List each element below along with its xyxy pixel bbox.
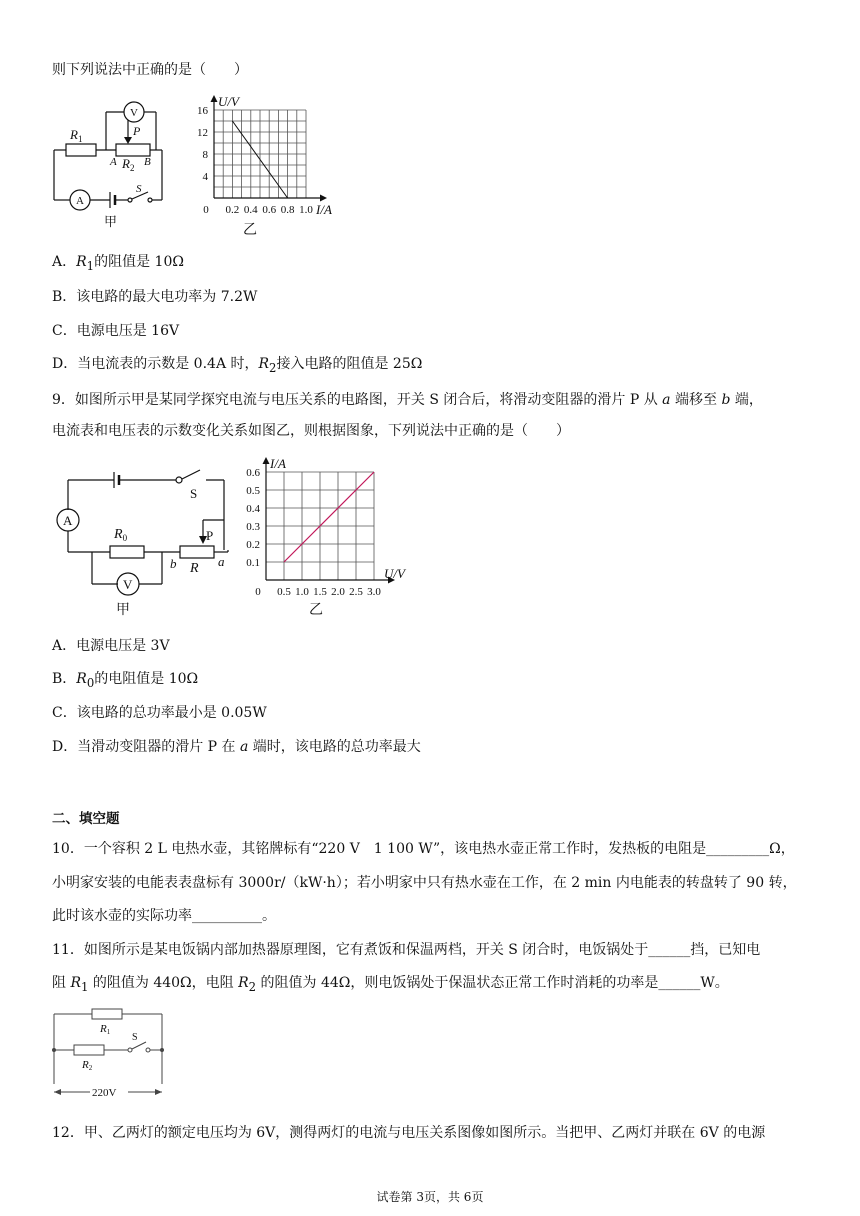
y-tick-label: 4 <box>202 171 208 183</box>
y-axis-arrow <box>263 457 270 464</box>
q9-stem-line1: 9．如图所示甲是某同学探究电流与电压关系的电路图，开关 S 闭合后，将滑动变阻器的滑片 P 从 a 端移至 b 端， <box>52 392 763 408</box>
q11-s-label: S <box>132 1032 138 1043</box>
q9-option-a: A．电源电压是 3V <box>52 638 170 654</box>
q8-s-label: S <box>136 183 142 195</box>
q9-graph-yi <box>236 452 416 620</box>
q9-option-b: B．$R_0$的电阻值是 10Ω <box>52 671 199 690</box>
q9-voltmeter-label: V <box>123 577 133 592</box>
q9-jia-caption: 甲 <box>116 603 130 618</box>
q9-ammeter-label: A <box>63 513 73 528</box>
q8-b-label: B <box>144 156 151 168</box>
x-tick-label: 2.0 <box>331 586 345 598</box>
x-tick-label: 0.5 <box>277 586 291 598</box>
q8-intro: 则下列说法中正确的是（ ） <box>52 62 248 78</box>
data-line <box>284 472 374 562</box>
q8-a-label: A <box>110 156 117 168</box>
x-tick-label: 1.0 <box>299 204 313 216</box>
q8-p-label: P <box>133 124 141 138</box>
q8-r1-label: $R_1$ <box>70 127 83 144</box>
origin-label: 0 <box>255 586 261 598</box>
y-tick-label: 8 <box>202 149 208 161</box>
q11-circuit <box>44 1004 174 1104</box>
y-axis-arrow <box>211 95 218 102</box>
q8-option-c: C．电源电压是 16V <box>52 323 180 339</box>
page-footer: 试卷第 3页，共 6页 <box>376 1190 484 1204</box>
y-tick-label: 0.1 <box>246 557 260 569</box>
x-tick-label: 1.5 <box>313 586 327 598</box>
q8-option-a: A．$R_1$的阻值是 10Ω <box>52 254 184 273</box>
q9-option-c: C．该电路的总功率最小是 0.05W <box>52 705 267 721</box>
q10-line2: 小明家安装的电能表表盘标有 3000r/（kW·h）；若小明家中只有热水壶在工作，在 2 min 内电能表的转盘转了 90 转， <box>52 875 797 891</box>
q8-option-d: D．当电流表的示数是 0.4A 时，$R_2$接入电路的阻值是 25Ω <box>52 356 423 375</box>
q11-line1: 11．如图所示是某电饭锅内部加热器原理图，它有煮饭和保温两档，开关 S 闭合时，电饭锅处于______挡，已知电 <box>52 942 761 958</box>
origin-label: 0 <box>203 204 209 216</box>
q10-line1: 10．一个容积 2 L 电热水壶，其铭牌标有“220 V 1 100 W”，该电热水壶正常工作时，发热板的电阻是_________Ω， <box>52 841 795 857</box>
q8-circuit-jia <box>40 92 180 232</box>
q9-s-label: S <box>190 486 198 501</box>
q9-option-d: D．当滑动变阻器的滑片 P 在 a 端时，该电路的总功率最大 <box>52 739 421 755</box>
x-axis-arrow <box>320 195 327 202</box>
q12-line1: 12．甲、乙两灯的额定电压均为 6V，测得两灯的电流与电压关系图像如图所示。当把甲、乙两灯并联在 6V 的电源 <box>52 1125 766 1141</box>
y-tick-label: 0.5 <box>246 485 260 497</box>
x-tick-label: 0.6 <box>262 204 277 216</box>
q9-a-label: a <box>218 554 225 569</box>
q8-jia-caption: 甲 <box>104 214 118 229</box>
x-tick-label: 0.4 <box>243 204 258 216</box>
y-tick-label: 16 <box>197 105 208 117</box>
x-tick-label: 0.2 <box>225 204 240 216</box>
q9-r-label: R <box>190 561 199 576</box>
q11-r2-label: R2 <box>82 1059 93 1072</box>
q10-line3: 此时该水壶的实际功率__________。 <box>52 908 276 924</box>
q9-stem-line2: 电流表和电压表的示数变化关系如图乙，则根据图象，下列说法中正确的是（ ） <box>52 423 570 439</box>
q9-p-label: P <box>206 528 214 543</box>
q9-circuit-jia <box>48 460 248 620</box>
chart-caption: 乙 <box>309 603 323 618</box>
chart-caption: 乙 <box>243 223 257 238</box>
section-title: 二、填空题 <box>52 811 120 827</box>
y-axis-label: I/A <box>270 456 286 471</box>
q8-r2-label: $R_2$ <box>122 156 135 173</box>
x-tick-label: 3.0 <box>367 586 381 598</box>
x-tick-label: 2.5 <box>349 586 363 598</box>
q11-voltage-label: 220V <box>92 1087 117 1099</box>
q9-r0-label: $R_0$ <box>114 527 128 543</box>
x-tick-label: 0.8 <box>280 204 295 216</box>
q8-voltmeter-label: V <box>130 107 138 119</box>
q8-option-b: B．该电路的最大电功率为 7.2W <box>52 289 258 305</box>
y-tick-label: 0.2 <box>246 539 260 551</box>
x-axis-label: I/A <box>316 202 332 217</box>
y-tick-label: 0.6 <box>246 467 260 479</box>
q11-line2: 阻 $R_1$ 的阻值为 440Ω，电阻 $R_2$ 的阻值为 44Ω，则电饭锅处于保温状态正常工作时消耗的功率是______W。 <box>52 975 729 994</box>
q8-ammeter-label: A <box>76 195 84 207</box>
y-tick-label: 0.4 <box>246 503 260 515</box>
y-tick-label: 12 <box>197 127 208 139</box>
x-axis-label: U/V <box>384 566 405 581</box>
q9-b-label: b <box>170 556 177 571</box>
y-tick-label: 0.3 <box>246 521 260 533</box>
y-axis-label: U/V <box>218 94 239 109</box>
x-tick-label: 1.0 <box>295 586 309 598</box>
q8-graph-yi <box>180 86 340 240</box>
q11-r1-label: R1 <box>100 1023 111 1036</box>
